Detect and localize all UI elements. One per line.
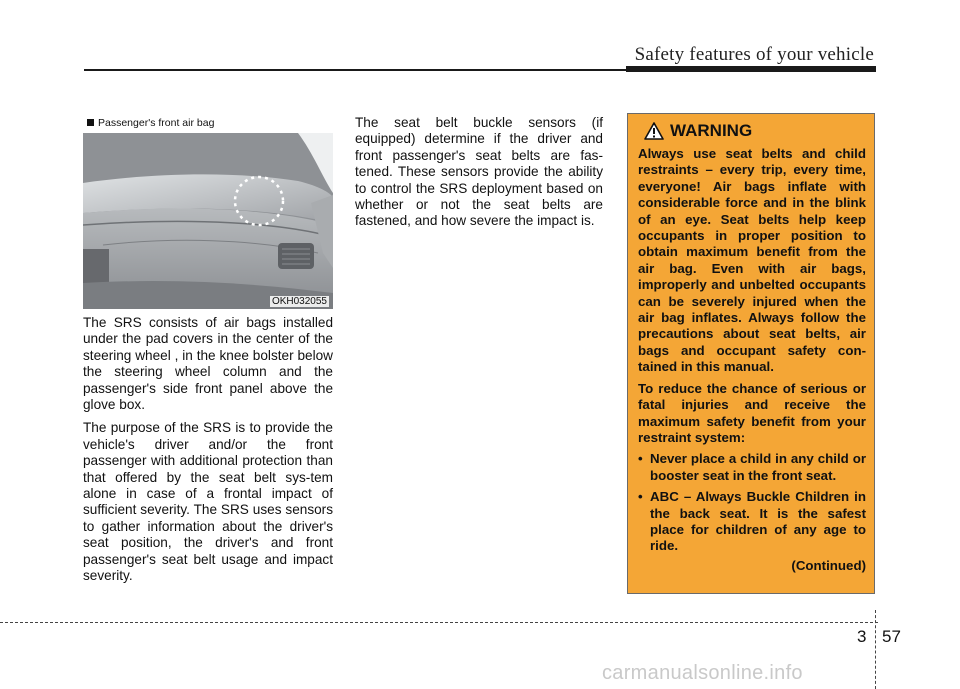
warning-triangle-icon bbox=[644, 122, 664, 140]
page-number: 57 bbox=[882, 627, 901, 646]
warning-paragraph: Always use seat belts and child restraints – every trip, every time, everyone! Air bags inflate with considerable force and in the blink of an eye. Seat belts help keep occupants in proper position to obtain maximum benefit from the air bag. Even with air bags, improperly and unbelted occupants can be severely injured when the air bag inflates. Always follow the precautions about seat belts, air bags and occupant safety con-tained in this manual. bbox=[638, 146, 866, 375]
warning-header bbox=[644, 122, 866, 140]
paragraph: The purpose of the SRS is to provide the vehicle's driver and/or the front passenger with additional protection than that offered by the seat belt sys-tem alone in case of a frontal impact of sufficient severity. The SRS uses sensors to gather information about the driver's seat position, the driver's and front passenger's seat belt usage and impact severity. bbox=[83, 420, 333, 584]
left-column bbox=[83, 315, 333, 592]
middle-column bbox=[355, 115, 603, 237]
bullet-icon: • bbox=[638, 451, 643, 467]
warning-list bbox=[638, 451, 866, 554]
page-divider bbox=[875, 610, 876, 689]
watermark: carmanualsonline.info bbox=[602, 662, 803, 684]
section-title: Safety features of your vehicle bbox=[634, 44, 874, 65]
continued-label: (Continued) bbox=[791, 557, 866, 573]
bullet-icon: • bbox=[638, 489, 643, 505]
figure-caption-text: Passenger's front air bag bbox=[98, 117, 215, 129]
warning-list-item bbox=[638, 489, 866, 555]
warning-list-item bbox=[638, 451, 866, 484]
airbag-figure bbox=[83, 113, 333, 309]
paragraph: The seat belt buckle sensors (if equipped) determine if the driver and front passenger's seat belts are fas-tened. These sensors provide the ability to control the SRS deployment based on whether or not the seat belts are fastened, and how severe the impact is. bbox=[355, 115, 603, 229]
warning-list-item-text: Never place a child in any child or booster seat in the front seat. bbox=[650, 451, 866, 483]
footer-rule bbox=[0, 622, 878, 623]
warning-paragraph: To reduce the chance of serious or fatal injuries and receive the maximum safety benefit from your restraint system: bbox=[638, 380, 866, 445]
warning-title: WARNING bbox=[670, 120, 753, 140]
dashboard-illustration bbox=[83, 133, 333, 309]
figure-code: OKH032055 bbox=[271, 296, 327, 307]
paragraph: The SRS consists of air bags installed under the pad covers in the center of the steering wheel , in the knee bolster below the steering wheel column and the passenger's side front panel above the glove box. bbox=[83, 315, 333, 413]
warning-box bbox=[627, 113, 875, 594]
chapter-number: 3 bbox=[857, 627, 867, 646]
header-rule-accent bbox=[626, 66, 876, 72]
figure-caption bbox=[83, 113, 333, 133]
warning-list-item-text: ABC – Always Buckle Children in the back seat. It is the safest place for children of any age to ride. bbox=[650, 489, 866, 554]
square-bullet-icon bbox=[87, 119, 94, 126]
